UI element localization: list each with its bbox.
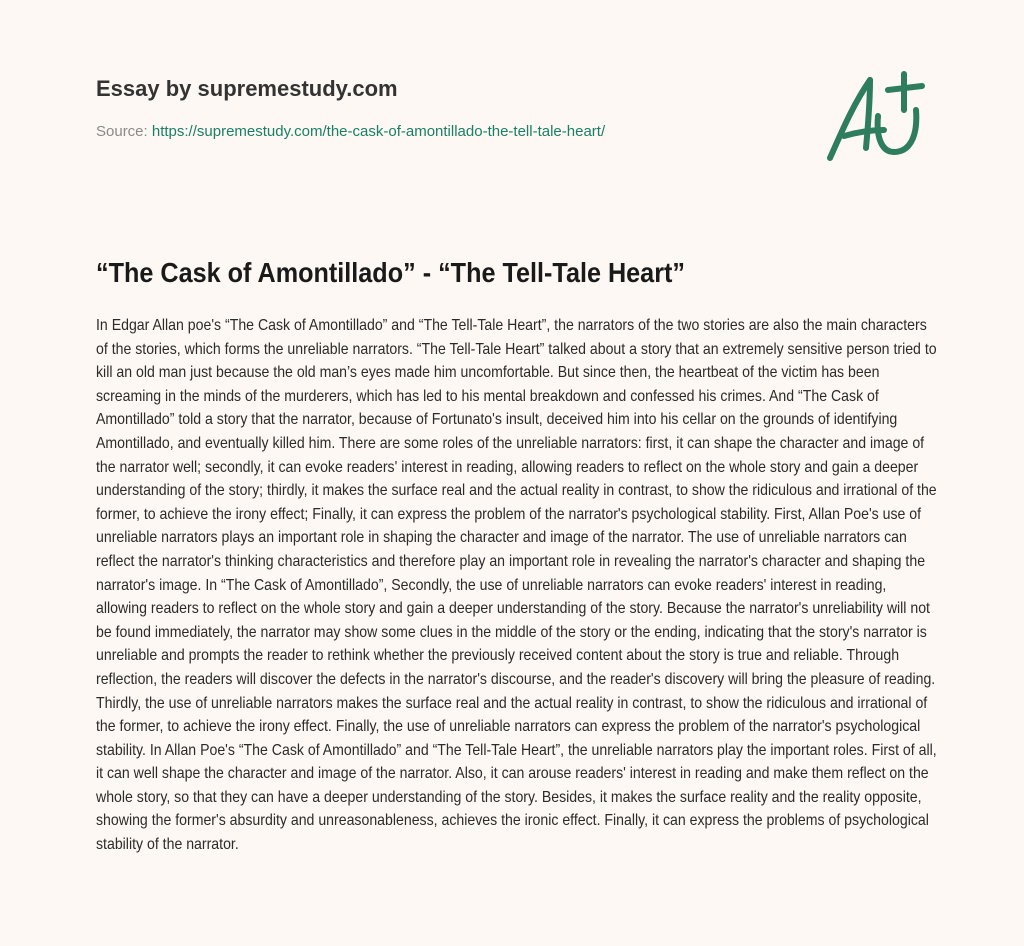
essay-body: In Edgar Allan poe's “The Cask of Amontillado” and “The Tell-Tale Heart”, the narrators of the two stories are also the main characters of the stories, which forms the unreliable narrators. “The Tell-Tale Heart” talked about a story that an extremely sensitive person tried to kill an old man just because the old man’s eyes made him uncomfortable. But since then, the heartbeat of the victim has been screaming in the minds of the murderers, which has led to his mental breakdown and confessed his crimes. And “The Cask of Amontillado” told a story that the narrator, because of Fortunato's insult, deceived him into his cellar on the grounds of identifying Amontillado, and eventually killed him. There are some roles of the unreliable narrators: first, it can shape the character and image of the narrator well; secondly, it can evoke readers' interest in reading, allowing readers to reflect on the whole story and gain a deeper understanding of the story; thirdly, it makes the surface real and the actual reality in contrast, to show the ridiculous and irrational of the former, to achieve the irony effect; Finally, it can express the problem of the narrator's psychological stability. First, Allan Poe's use of unreliable narrators plays an important role in shaping the character and image of the narrator. The use of unreliable narrators can reflect the narrator's thinking characteristics and therefore play an important role in revealing the narrator's character and shaping the narrator's image. In “The Cask of Amontillado”, Secondly, the use of unreliable narrators can evoke readers' interest in reading, allowing readers to reflect on the whole story and gain a deeper understanding of the story. Because the narrator's unreliability will not be found immediately, the narrator may show some clues in the middle of the story or the ending, indicating that the story's narrator is unreliable and prompts the reader to rethink whether the previously received content about the story is true and reliable. Through reflection, the readers will discover the defects in the narrator's discourse, and the reader's discovery will bring the pleasure of reading. Thirdly, the use of unreliable narrators makes the surface real and the actual reality in contrast, to show the ridiculous and irrational of the former, to achieve the irony effect. Finally, the use of unreliable narrators can express the problem of the narrator's psychological stability. In Allan Poe's “The Cask of Amontillado” and “The Tell-Tale Heart”, the unreliable narrators play the important roles. First of all, it can well shape the character and image of the narrator. Also, it can arouse readers' interest in reading and make them reflect on the whole story, so that they can have a deeper understanding of the story. Besides, it makes the surface reality and the reality opposite, showing the former's absurdity and unreasonableness, achieves the ironic effect. Finally, it can express the problems of psychological stability of the narrator. [96, 317, 937, 854]
site-title: Essay by supremestudy.com [96, 76, 398, 101]
essay-header [96, 74, 796, 142]
source-link[interactable]: https://supremestudy.com/the-cask-of-amontillado-the-tell-tale-heart/ [151, 123, 606, 140]
a-plus-grade-icon [818, 66, 934, 166]
essay-title: “The Cask of Amontillado” - “The Tell-Tale Heart” [96, 257, 686, 288]
source-line [96, 122, 796, 142]
source-label: Source: [96, 123, 152, 140]
